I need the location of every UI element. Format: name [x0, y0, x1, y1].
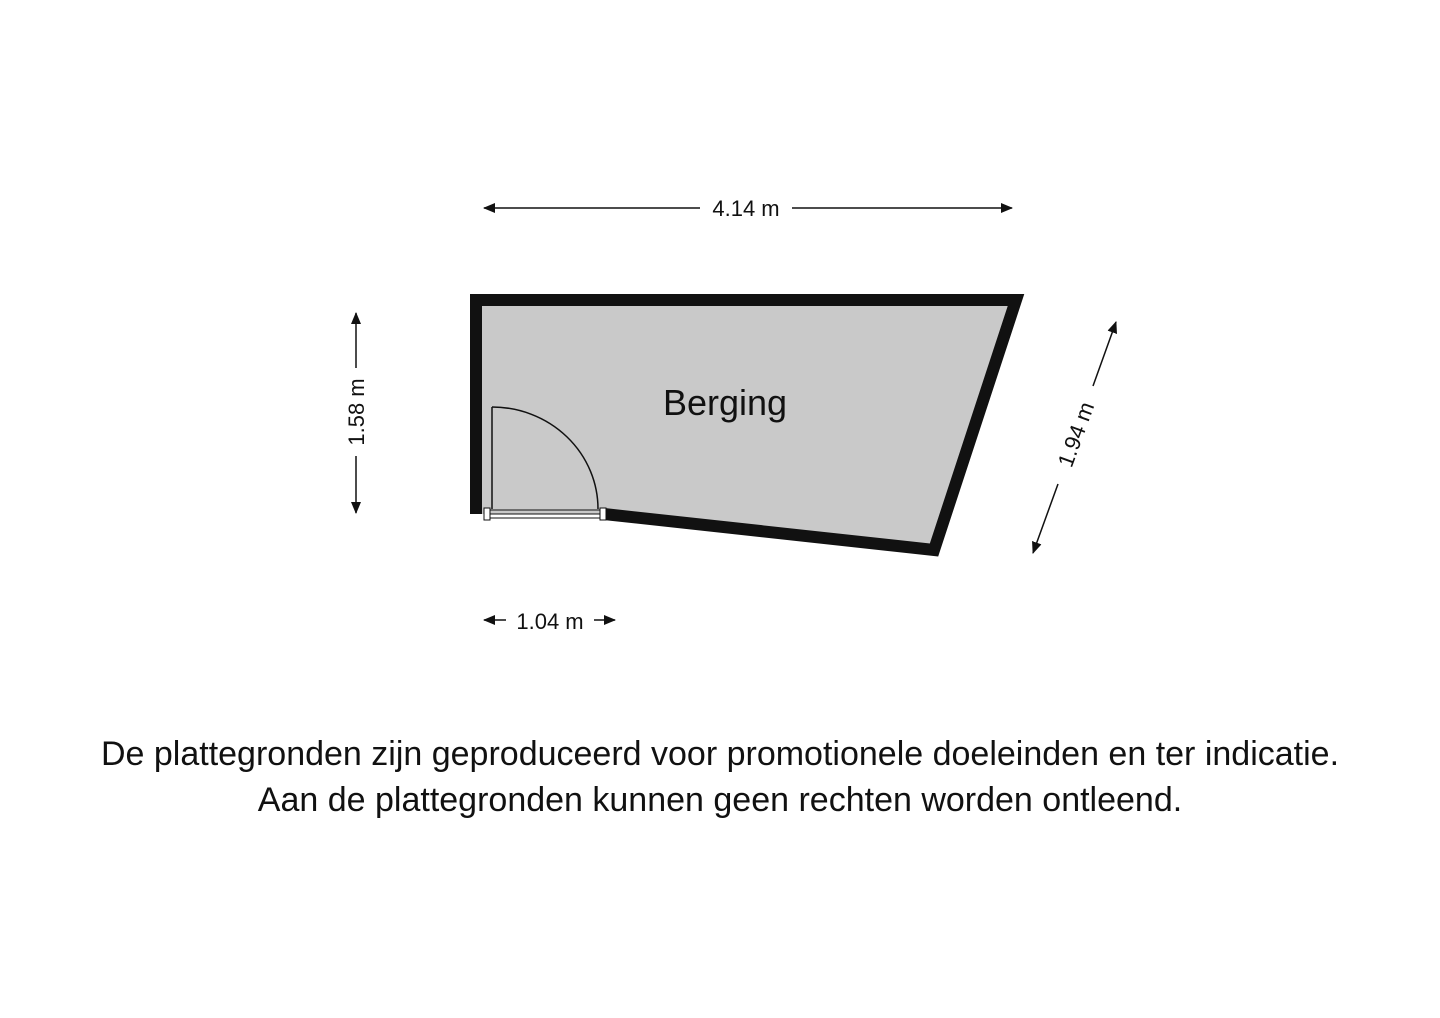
room-floor	[476, 300, 1016, 550]
dimension-label: 1.94 m	[1052, 398, 1100, 471]
dimension-left-height	[344, 313, 369, 513]
dimension-arrow	[1093, 322, 1116, 386]
dimension-label: 4.14 m	[712, 196, 780, 221]
dimension-arrow	[1033, 484, 1058, 553]
door-jamb-right	[600, 508, 606, 520]
disclaimer-line-2: Aan de plattegronden kunnen geen rechten worden ontleend.	[257, 781, 1183, 819]
disclaimer-line-1: De plattegronden zijn geproduceerd voor promotionele doeleinden en ter indicatie.	[100, 735, 1340, 773]
dimension-label: 1.58 m	[344, 378, 369, 446]
dimension-top-width	[484, 196, 1012, 221]
door-jamb-left	[484, 508, 490, 520]
dimension-door-width	[484, 609, 615, 634]
room-label: Berging	[662, 382, 788, 423]
dimension-label: 1.04 m	[516, 609, 584, 634]
dimension-right-slant	[1033, 322, 1116, 553]
